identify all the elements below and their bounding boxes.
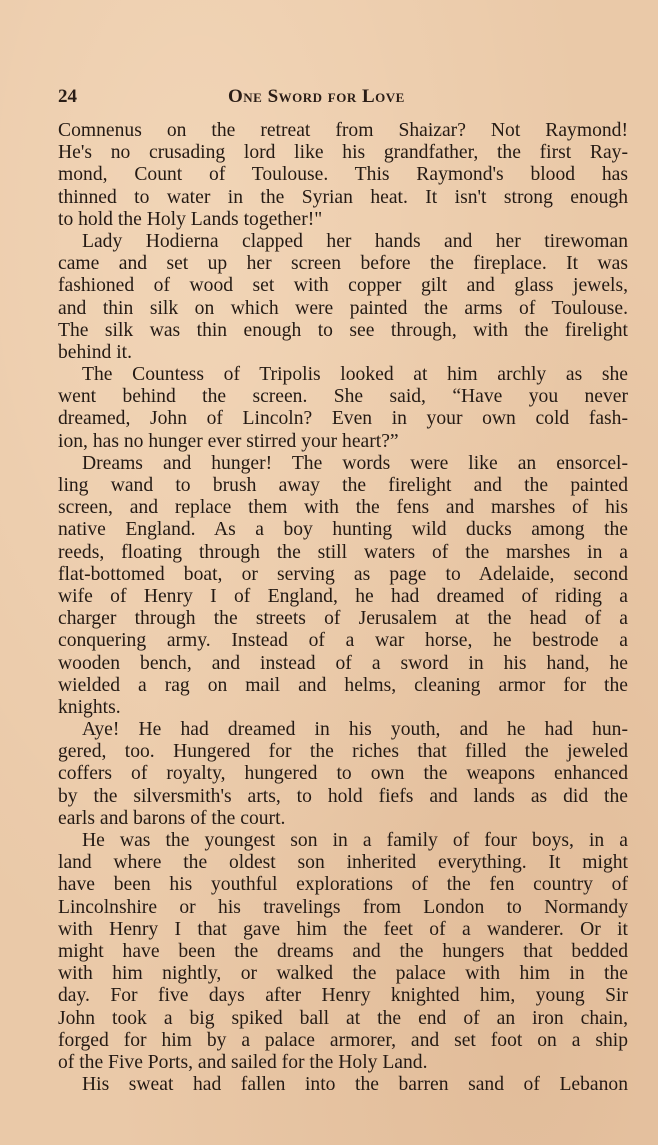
text-line: dreamed, John of Lincoln? Even in your own cold fash-: [58, 408, 628, 430]
text-line: have been his youthful explorations of the fen country of: [58, 874, 628, 896]
running-head: One Sword for Love: [228, 86, 405, 107]
text-line: and thin silk on which were painted the arms of Toulouse.: [58, 297, 628, 319]
text-line: ling wand to brush away the firelight and the painted: [58, 475, 628, 496]
text-line: to hold the Holy Lands together!": [58, 208, 323, 230]
text-line: Dreams and hunger! The words were like an ensorcel-: [82, 452, 628, 474]
page-number: 24: [58, 86, 77, 107]
text-line: day. For five days after Henry knighted him, young Sir: [58, 985, 628, 1007]
text-line: He's no crusading lord like his grandfather, the first Ray-: [58, 142, 628, 164]
page-header: [58, 86, 628, 112]
text-line: wife of Henry I of England, he had dreamed of riding a: [58, 585, 628, 607]
text-line: ion, has no hunger ever stirred your heart?”: [58, 430, 399, 452]
text-line: mond, Count of Toulouse. This Raymond's blood has: [58, 164, 628, 186]
text-line: with Henry I that gave him the feet of a wanderer. Or it: [58, 918, 628, 940]
text-line: earls and barons of the court.: [58, 807, 286, 829]
text-line: wooden bench, and instead of a sword in his hand, he: [58, 652, 628, 674]
text-line: reeds, floating through the still waters of the marshes in a: [58, 541, 628, 563]
text-line: The Countess of Tripolis looked at him archly as she: [82, 364, 628, 386]
body-text: [58, 120, 628, 1096]
text-line: with him nightly, or walked the palace with him in the: [58, 963, 628, 985]
text-line: gered, too. Hungered for the riches that filled the jeweled: [58, 741, 628, 763]
text-line: Aye! He had dreamed in his youth, and he had hun-: [82, 719, 628, 741]
text-line: knights.: [58, 696, 121, 718]
text-line: land where the oldest son inherited everything. It might: [58, 852, 628, 874]
text-line: flat-bottomed boat, or serving as page to Adelaide, second: [58, 563, 628, 585]
text-line: might have been the dreams and the hungers that bedded: [58, 940, 628, 962]
text-line: forged for him by a palace armorer, and set foot on a ship: [58, 1029, 628, 1051]
text-line: native England. As a boy hunting wild ducks among the: [58, 519, 628, 541]
text-line: Lady Hodierna clapped her hands and her tirewoman: [82, 230, 628, 252]
text-line: John took a big spiked ball at the end of an iron chain,: [58, 1007, 628, 1029]
text-line: behind it.: [58, 341, 133, 363]
text-line: coffers of royalty, hungered to own the weapons enhanced: [58, 763, 628, 785]
text-line: Comnenus on the retreat from Shaizar? Not Raymond!: [58, 120, 628, 141]
text-line: charger through the streets of Jerusalem at the head of a: [58, 608, 628, 630]
text-line: He was the youngest son in a family of four boys, in a: [82, 830, 628, 851]
text-line: went behind the screen. She said, “Have you never: [58, 386, 628, 408]
text-line: screen, and replace them with the fens and marshes of his: [58, 497, 628, 519]
text-line: Lincolnshire or his travelings from London to Normandy: [58, 896, 628, 918]
text-line: of the Five Ports, and sailed for the Holy Land.: [58, 1051, 428, 1073]
text-line: by the silversmith's arts, to hold fiefs and lands as did the: [58, 785, 628, 807]
text-line: His sweat had fallen into the barren sand of Lebanon: [82, 1074, 628, 1096]
text-line: wielded a rag on mail and helms, cleaning armor for the: [58, 674, 628, 696]
text-line: came and set up her screen before the fireplace. It was: [58, 253, 628, 275]
text-line: fashioned of wood set with copper gilt and glass jewels,: [58, 275, 628, 297]
text-line: The silk was thin enough to see through, with the firelight: [58, 319, 628, 341]
text-line: thinned to water in the Syrian heat. It isn't strong enough: [58, 186, 628, 208]
text-line: conquering army. Instead of a war horse, he bestrode a: [58, 630, 628, 652]
